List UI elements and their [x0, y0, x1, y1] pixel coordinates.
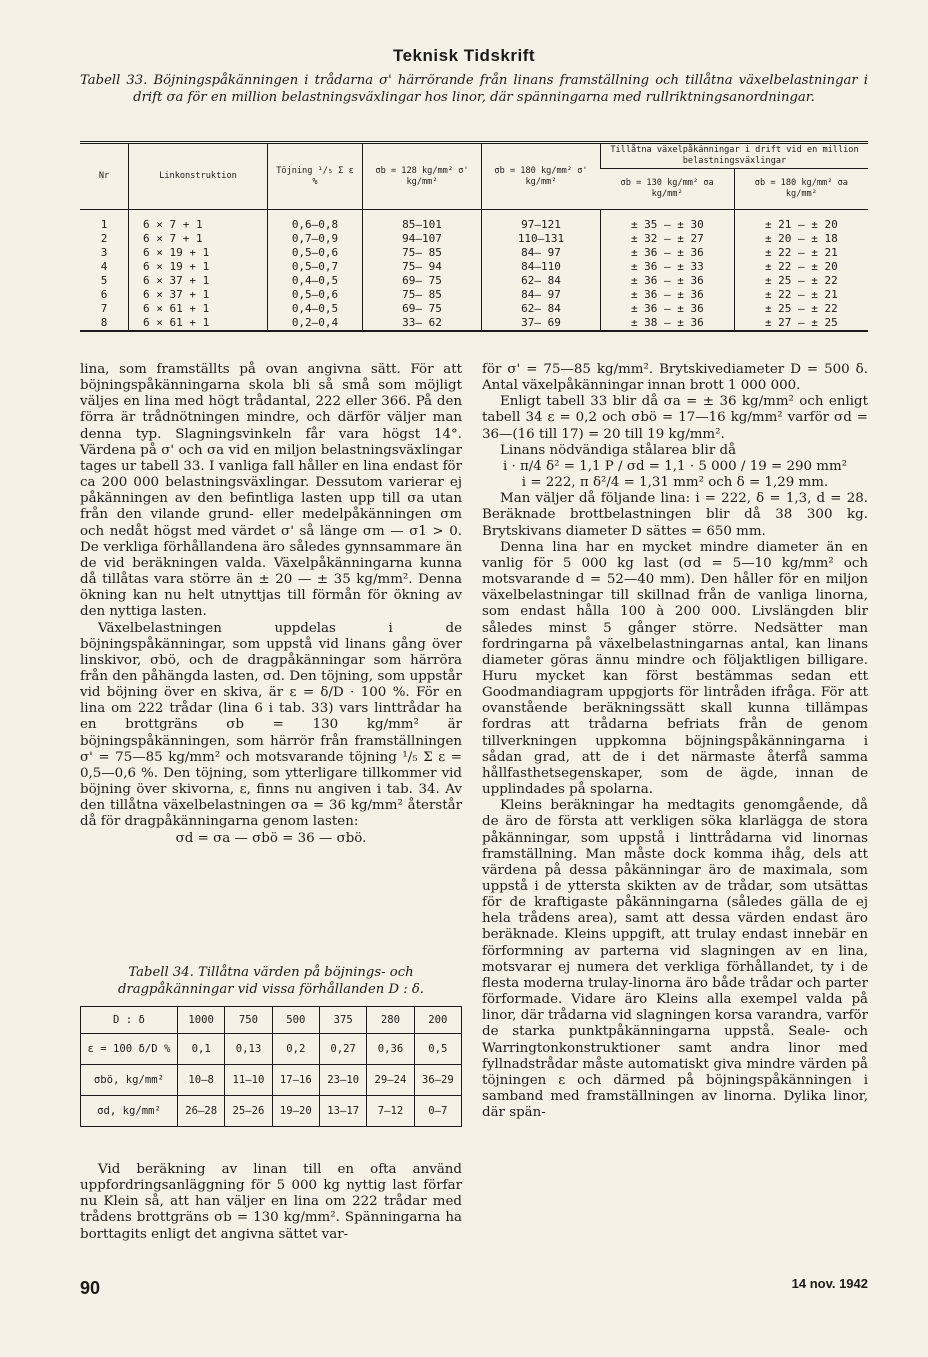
t33-cell: 7: [100, 302, 108, 315]
t33-cell: 6 × 61 + 1: [129, 316, 268, 331]
t33-cell: 6 × 37 + 1: [129, 274, 268, 288]
right-paragraph-2: Enligt tabell 33 blir då σa = ± 36 kg/mm² och enligt tabell 34 ε = 0,2 och σbö = 17—16 kg/mm² varför σd = 36—(16 till 17) = 20 till 19 kg/mm².: [482, 394, 868, 442]
t33-cell: 62— 84: [482, 302, 601, 316]
t34-cell: 750: [225, 1007, 272, 1034]
t33-cell: 6 × 61 + 1: [129, 302, 268, 316]
t33-cell: 75— 85: [363, 288, 482, 302]
t33-header-allowed180: σb = 180 kg/mm² σa kg/mm²: [734, 169, 868, 210]
table-row: [80, 218, 868, 232]
table-row: [80, 246, 868, 260]
t33-cell: ± 21 — ± 20: [734, 218, 868, 232]
t33-cell: 0,2—0,4: [268, 316, 363, 331]
table-row: [81, 1096, 462, 1127]
t34-cell: 0,2: [272, 1034, 319, 1065]
t33-cell: 110—131: [482, 232, 601, 246]
t34-row-label: ε = 100 δ/D %: [81, 1034, 178, 1065]
t34-cell: 0,5: [414, 1034, 461, 1065]
t34-cell: 26—28: [178, 1096, 225, 1127]
t33-cell: 5: [100, 274, 108, 287]
t33-cell: ± 36 — ± 33: [601, 260, 735, 274]
right-formula-1: i · π/4 δ² = 1,1 P / σd = 1,1 · 5 000 / 19 = 290 mm²: [502, 458, 848, 474]
table-row: [80, 302, 868, 316]
t33-cell: 3: [100, 246, 108, 259]
t33-cell: 84— 97: [482, 246, 601, 260]
t33-cell: 6 × 19 + 1: [129, 260, 268, 274]
t33-cell: 2: [100, 232, 108, 245]
t33-cell: 69— 75: [363, 302, 482, 316]
journal-title: Teknisk Tidskrift: [392, 46, 536, 65]
left-paragraph-1: lina, som framställts på ovan angivna sätt. För att böjningspåkänningarna skola bli så små som möjligt väljes en lina med högt trådantal, 222 eller 366. På den förra är trådnötningen mindre, och därför väljer man denna typ. Slagningsvinkeln får vara högst 14°. Värdena på σ' och σa vid en miljon belastningsväxlingar tages ur tabell 33. I vanliga fall håller en lina endast för ca 200 000 belastningsväxlingar. Dessutom varierar ej påkänningen av den befintliga lasten upp till σa utan från den vilande grund- eller medelpåkänningen σm och nedåt högst med värdet σ' så länge σm — σ1 > 0. De verkliga förhållandena äro således gynnsammare än de vid beräkningen valda. Växelpåkänningarna kunna då tillåtas vara större än ± 20 — ± 35 kg/mm². Denna ökning kan nu helt utnyttjas till förmån för ökning av den nyttiga lasten.: [80, 362, 462, 620]
t33-cell: 0,5—0,6: [268, 246, 363, 260]
t34-cell: 11—10: [225, 1065, 272, 1096]
right-paragraph-3: Linans nödvändiga stålarea blir då: [500, 442, 737, 458]
t33-cell: 6: [100, 288, 108, 301]
t34-cell: 1000: [178, 1007, 225, 1034]
t33-cell: 0,4—0,5: [268, 274, 363, 288]
page-number: 90: [80, 1278, 101, 1298]
t33-cell: ± 22 — ± 21: [734, 288, 868, 302]
t33-cell: 0,6—0,8: [268, 218, 363, 232]
t34-cell: 13—17: [319, 1096, 366, 1127]
t33-cell: ± 38 — ± 36: [601, 316, 735, 331]
right-column: [482, 362, 868, 1121]
t34-header-label: D : δ: [81, 1007, 178, 1034]
t33-cell: 75— 94: [363, 260, 482, 274]
t33-cell: ± 36 — ± 36: [601, 288, 735, 302]
t33-cell: 84— 97: [482, 288, 601, 302]
left-formula: σd = σa — σbö = 36 — σbö.: [175, 830, 367, 846]
t34-cell: 29—24: [367, 1065, 414, 1096]
t33-cell: 33— 62: [363, 316, 482, 331]
t34-cell: 0,1: [178, 1034, 225, 1065]
t34-cell: 19—20: [272, 1096, 319, 1127]
t33-header-sigma128: σb = 128 kg/mm² σ' kg/mm²: [363, 143, 482, 210]
t33-cell: ± 32 — ± 27: [601, 232, 735, 246]
t33-header-nr: Nr: [98, 171, 110, 181]
table-row: [81, 1034, 462, 1065]
t33-cell: ± 36 — ± 36: [601, 274, 735, 288]
left-column: [80, 362, 462, 847]
table-row: [80, 260, 868, 274]
t33-cell: 94—107: [363, 232, 482, 246]
t33-cell: 0,5—0,6: [268, 288, 363, 302]
left-bottom-paragraph: Vid beräkning av linan till en ofta använd uppfordringsanläggning för 5 000 kg nyttig last förfar nu Klein så, att han väljer en lina om 222 trådar med trådens brottgräns σb = 130 kg/mm². Spänningarna ha borttagits enligt det angivna sättet var-: [80, 1162, 462, 1242]
table-row: [80, 288, 868, 302]
t33-header-strain: Töjning ¹/₅ Σ ε %: [268, 143, 363, 210]
t34-cell: 23—10: [319, 1065, 366, 1096]
t34-cell: 0,13: [225, 1034, 272, 1065]
t33-cell: ± 27 — ± 25: [734, 316, 868, 331]
t33-cell: 6 × 19 + 1: [129, 246, 268, 260]
t33-cell: 6 × 7 + 1: [129, 232, 268, 246]
t34-cell: 0,36: [367, 1034, 414, 1065]
t33-cell: 85—101: [363, 218, 482, 232]
t34-cell: 500: [272, 1007, 319, 1034]
table33: [80, 141, 868, 332]
t33-cell: 8: [100, 316, 108, 329]
t34-cell: 36—29: [414, 1065, 461, 1096]
t33-cell: 6 × 7 + 1: [129, 218, 268, 232]
t33-cell: ± 36 — ± 36: [601, 302, 735, 316]
t34-cell: 0,27: [319, 1034, 366, 1065]
t33-cell: ± 25 — ± 22: [734, 274, 868, 288]
t33-cell: 97—121: [482, 218, 601, 232]
t33-cell: 62— 84: [482, 274, 601, 288]
t33-cell: 0,7—0,9: [268, 232, 363, 246]
left-bottom-column: [80, 1162, 462, 1243]
right-paragraph-6: Kleins beräkningar ha medtagits genomgående, då de äro de första att verkligen söka klarlägga de stora påkänningar, som uppstå i linttrådarna vid linornas framställning. Man måste dock komma ihåg, dels att värdena på dessa påkänningar äro de maximala, som uppstå i de yttersta skikten av de trådar, som utsättas för de kraftigaste påkänningarna (således gälla de ej hela trådens area), samt att dessa värden endast äro beräknade. Kleins uppgift, att trulay endast innebär en förformning av parterna vid slagningen av en lina, motsvarar ej numera det verkliga förhållandet, ty i de flesta moderna trulay-linorna äro både trådar och parter förformade. Vidare äro Kleins alla exempel valda på linor, där trådarna vid slagningen korsa varandra, varför de starka punktpåkänningarna uppstå. Seale- och Warringtonkonstruktioner samt andra linor med fyllnadstrådar måste automatiskt giva mindre värden på töjningen ε och därmed på böjningspåkänningen i samband med framställningen av linorna. Dylika linor, där spän-: [482, 798, 868, 1121]
t33-cell: 4: [100, 260, 108, 273]
right-formula-2: i = 222, π δ²/4 = 1,31 mm² och δ = 1,29 mm.: [521, 475, 829, 491]
table33-caption: Tabell 33. Böjningspåkänningen i trådarna σ' härrörande från linans framställning och tillåtna växelbelastningar i drift σa för en million belastningsväxlingar hos linor, där spänningarna med rullriktningsanordningar.: [80, 73, 868, 105]
t34-cell: 280: [367, 1007, 414, 1034]
t34-cell: 25—26: [225, 1096, 272, 1127]
t33-cell: 0,4—0,5: [268, 302, 363, 316]
t34-cell: 375: [319, 1007, 366, 1034]
t34-row-label: σbö, kg/mm²: [81, 1065, 178, 1096]
left-paragraph-2: Växelbelastningen uppdelas i de böjningspåkänningar, som uppstå vid linans gång över linskivor, σbö, och de dragpåkänningar som härröra från den påhängda lasten, σd. Den töjning, som uppstår vid böjning över en skiva, är ε = δ/D · 100 %. För en lina om 222 trådar (lina 6 i tab. 33) vars linttrådar ha en brottgräns σb = 130 kg/mm² är böjningspåkänningen, som härrör från framställningen σ' = 75—85 kg/mm² och motsvarande töjning ¹/₅ Σ ε = 0,5—0,6 %. Den töjning, som ytterligare tillkommer vid böjning över skivorna, ε, finns nu angiven i tab. 34. Av den tillåtna växelbelastningen σa = 36 kg/mm² återstår då för dragpåkänningarna genom lasten:: [80, 620, 462, 830]
table-row: [80, 274, 868, 288]
t33-cell: ± 35 — ± 30: [601, 218, 735, 232]
table-row: [81, 1065, 462, 1096]
table34: [80, 1006, 462, 1127]
table-row: [81, 1007, 462, 1034]
issue-date: 14 nov. 1942: [791, 1276, 868, 1291]
t33-cell: 69— 75: [363, 274, 482, 288]
t33-cell: 84—110: [482, 260, 601, 274]
t33-cell: ± 20 — ± 18: [734, 232, 868, 246]
right-paragraph-1: för σ' = 75—85 kg/mm². Brytskivediameter D = 500 δ. Antal växelpåkänningar innan brott 1 000 000.: [482, 362, 868, 394]
t33-cell: ± 36 — ± 36: [601, 246, 735, 260]
t33-cell: 6 × 37 + 1: [129, 288, 268, 302]
t34-row-label: σd, kg/mm²: [81, 1096, 178, 1127]
t33-cell: 0,5—0,7: [268, 260, 363, 274]
t33-cell: ± 25 — ± 22: [734, 302, 868, 316]
t33-cell: 37— 69: [482, 316, 601, 331]
t33-cell: 75— 85: [363, 246, 482, 260]
table-row: [80, 316, 868, 331]
table-row: [80, 232, 868, 246]
t33-cell: ± 22 — ± 20: [734, 260, 868, 274]
t34-cell: 7—12: [367, 1096, 414, 1127]
table34-caption: Tabell 34. Tillåtna värden på böjnings- och dragpåkänningar vid vissa förhållanden D : δ.: [118, 965, 424, 997]
t33-header-allowed: Tillåtna växelpåkänningar i drift vid en million belastningsväxlingar: [601, 143, 869, 169]
t33-cell: 1: [100, 218, 108, 231]
t34-cell: 10—8: [178, 1065, 225, 1096]
t33-header-allowed130: σb = 130 kg/mm² σa kg/mm²: [601, 169, 735, 210]
right-paragraph-5: Denna lina har en mycket mindre diameter än en vanlig för 5 000 kg last (σd = 5—10 kg/mm² och motsvarande d = 52—40 mm). Den håller för en miljon växelbelastningar till skillnad från de vanliga linorna, som endast hålla 100 à 200 000. Livslängden blir således minst 5 gånger större. Nedsätter man fordringarna på växelbelastningarnas antal, kan linans diameter göras ännu mindre och följaktligen billigare. Huru mycket kan först bestämmas sedan ett Goodmandiagram uppgjorts för lintråden ifråga. För att ovanstående beräkningssätt skall kunna tillämpas fordras att trådarna befriats från de genom tillverkningen uppkomna böjningspåkänningarna i sådan grad, att de i det närmaste återfå samma hållfasthetsegenskaper, som de ägde, innan de upplindades på spolarna.: [482, 539, 868, 798]
right-paragraph-4: Man väljer då följande lina: i = 222, δ = 1,3, d = 28. Beräknade brottbelastningen blir då 38 300 kg. Brytskivans diameter D sättes = 650 mm.: [482, 491, 868, 539]
t34-cell: 200: [414, 1007, 461, 1034]
t33-header-construction: Linkonstruktion: [129, 143, 268, 210]
t34-cell: 17—16: [272, 1065, 319, 1096]
t33-cell: ± 22 — ± 21: [734, 246, 868, 260]
t34-cell: 0—7: [414, 1096, 461, 1127]
t33-header-sigma180: σb = 180 kg/mm² σ' kg/mm²: [482, 143, 601, 210]
